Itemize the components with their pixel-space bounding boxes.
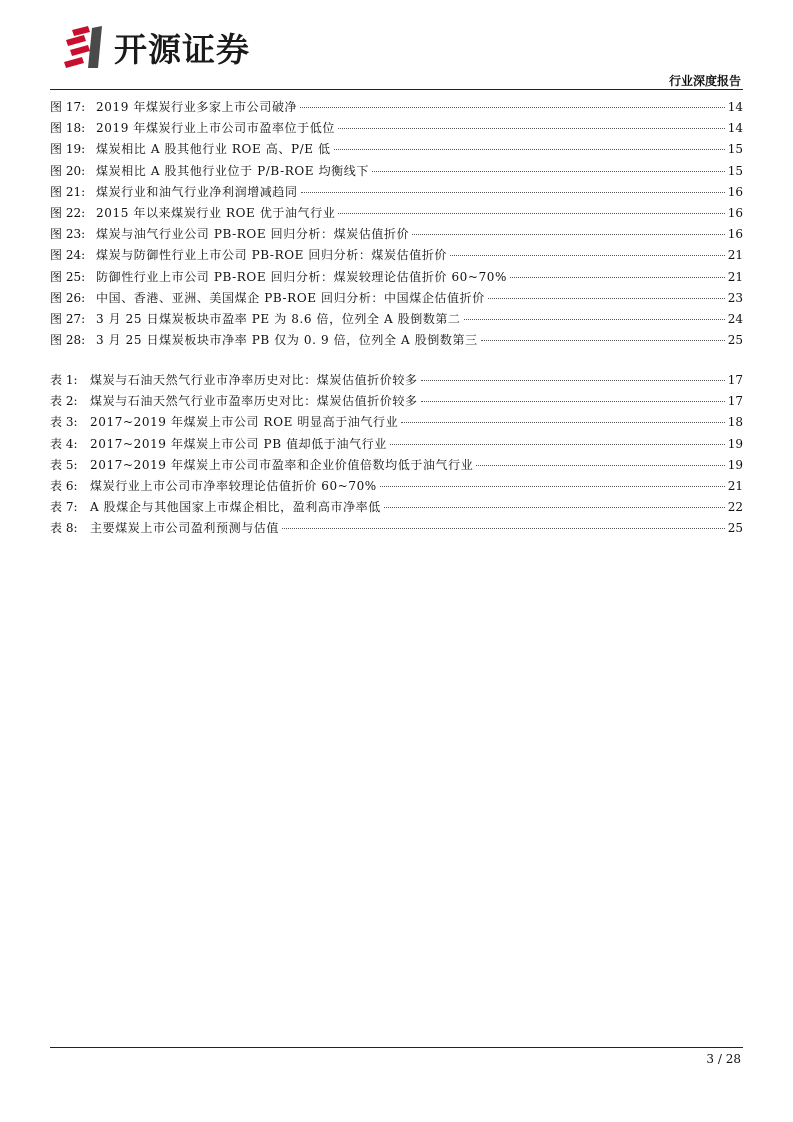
toc-label: 表 3: [50,415,78,430]
dot-leader [300,107,725,108]
toc-title: 煤炭相比 A 股其他行业 ROE 高、P/E 低 [96,142,331,157]
footer-divider [50,1047,743,1048]
toc-title: 3 月 25 日煤炭板块市盈率 PE 为 8.6 倍，位列全 A 股倒数第二 [96,311,461,326]
toc-row-table-4[interactable] [50,434,743,455]
dot-leader [334,149,725,150]
toc-title: 2017~2019 年煤炭上市公司市盈率和企业价值倍数均低于油气行业 [90,457,474,472]
toc-label: 图 19: [50,142,86,157]
toc-page-number: 18 [727,415,743,430]
toc-label: 图 26: [50,290,86,305]
toc-label: 图 24: [50,248,86,263]
toc-page-number: 14 [727,121,743,136]
toc-title: 煤炭行业和油气行业净利润增减趋同 [96,184,298,199]
toc-title: 2017~2019 年煤炭上市公司 ROE 明显高于油气行业 [90,415,399,430]
dot-leader [510,277,725,278]
page-number: 3 / 28 [706,1052,741,1066]
toc-page-number: 16 [727,184,743,199]
toc-label: 图 22: [50,205,86,220]
dot-leader [401,422,725,423]
toc-page-number: 17 [727,373,743,387]
toc-label: 图 17: [50,100,86,114]
toc-page-number: 22 [727,500,743,515]
toc-label: 表 6: [50,478,78,493]
toc-title: 煤炭与油气行业公司 PB-ROE 回归分析：煤炭估值折价 [96,227,410,242]
toc-page-number: 21 [727,478,743,493]
toc-row-table-7[interactable] [50,497,743,518]
toc-row-figure-28[interactable] [50,330,743,351]
dot-leader [372,171,725,172]
toc-row-table-8[interactable] [50,518,743,539]
toc-title: 煤炭与石油天然气行业市净率历史对比：煤炭估值折价较多 [90,373,418,387]
toc-title: 2015 年以来煤炭行业 ROE 优于油气行业 [96,205,336,220]
toc-title: 3 月 25 日煤炭板块市净率 PB 仅为 0. 9 倍，位列全 A 股倒数第三 [96,333,478,348]
toc-label: 表 4: [50,436,78,451]
toc-page-number: 17 [727,394,743,409]
toc-label: 图 21: [50,184,86,199]
toc-row-figure-20[interactable] [50,161,743,182]
dot-leader [481,340,725,341]
toc-label: 图 23: [50,227,86,242]
toc-title: 煤炭与防御性行业上市公司 PB-ROE 回归分析：煤炭估值折价 [96,248,448,263]
toc-label: 表 1: [50,373,78,387]
toc-label: 图 20: [50,163,86,178]
report-type-tag: 行业深度报告 [668,74,741,88]
toc-title: 2019 年煤炭行业多家上市公司破净 [96,100,298,114]
toc-row-figure-22[interactable] [50,203,743,224]
header-divider [50,89,743,90]
toc-label: 表 2: [50,394,78,409]
dot-leader [421,380,725,381]
toc-title: 2019 年煤炭行业上市公司市盈率位于低位 [96,121,335,136]
company-logo [62,24,250,70]
toc-title: 中国、香港、亚洲、美国煤企 PB-ROE 回归分析：中国煤企估值折价 [96,290,485,305]
dot-leader [282,528,725,529]
dot-leader [390,444,725,445]
toc-row-figure-21[interactable] [50,182,743,203]
toc-title: A 股煤企与其他国家上市煤企相比，盈利高市净率低 [90,500,381,515]
figure-list [50,97,743,351]
dot-leader [450,255,725,256]
toc-page-number: 21 [727,248,743,263]
toc-row-figure-23[interactable] [50,224,743,245]
toc-label: 图 25: [50,269,86,284]
toc-label: 图 18: [50,121,86,136]
dot-leader [384,507,725,508]
toc-page-number: 19 [727,436,743,451]
toc-row-figure-26[interactable] [50,288,743,309]
toc-title: 煤炭相比 A 股其他行业位于 P/B-ROE 均衡线下 [96,163,369,178]
toc-row-table-6[interactable] [50,476,743,497]
toc-label: 表 5: [50,457,78,472]
dot-leader [301,192,725,193]
toc-page-number: 23 [727,290,743,305]
dot-leader [412,234,724,235]
dot-leader [476,465,724,466]
toc-page-number: 14 [727,100,743,114]
table-list [50,370,743,540]
toc-title: 煤炭与石油天然气行业市盈率历史对比：煤炭估值折价较多 [90,394,418,409]
toc-page-number: 19 [727,457,743,472]
toc-label: 表 7: [50,500,78,515]
toc-title: 防御性行业上市公司 PB-ROE 回归分析：煤炭较理论估值折价 60~70% [96,269,508,284]
toc-title: 主要煤炭上市公司盈利预测与估值 [90,521,280,536]
toc-row-table-5[interactable] [50,455,743,476]
toc-row-table-2[interactable] [50,391,743,412]
toc-row-table-3[interactable] [50,412,743,433]
toc-title: 2017~2019 年煤炭上市公司 PB 值却低于油气行业 [90,436,387,451]
toc-page-number: 16 [727,227,743,242]
toc-page-number: 21 [727,269,743,284]
kaiyuan-logo-icon [62,24,104,70]
dot-leader [464,319,725,320]
toc-title: 煤炭行业上市公司市净率较理论估值折价 60~70% [90,478,377,493]
toc-row-table-1[interactable] [50,370,743,391]
toc-row-figure-24[interactable] [50,245,743,266]
toc-page-number: 15 [727,163,743,178]
toc-row-figure-18[interactable] [50,118,743,139]
dot-leader [338,213,724,214]
toc-label: 图 27: [50,311,86,326]
dot-leader [338,128,725,129]
dot-leader [421,401,725,402]
toc-row-figure-19[interactable] [50,139,743,160]
toc-page-number: 15 [727,142,743,157]
logo-text: 开源证券 [114,29,250,69]
toc-row-figure-25[interactable] [50,267,743,288]
toc-row-figure-17[interactable] [50,97,743,118]
dot-leader [488,298,725,299]
toc-page-number: 16 [727,205,743,220]
toc-page-number: 25 [727,521,743,536]
toc-label: 表 8: [50,521,78,536]
toc-page-number: 24 [727,311,743,326]
dot-leader [380,486,725,487]
toc-row-figure-27[interactable] [50,309,743,330]
toc-page-number: 25 [727,333,743,348]
toc-label: 图 28: [50,333,86,348]
